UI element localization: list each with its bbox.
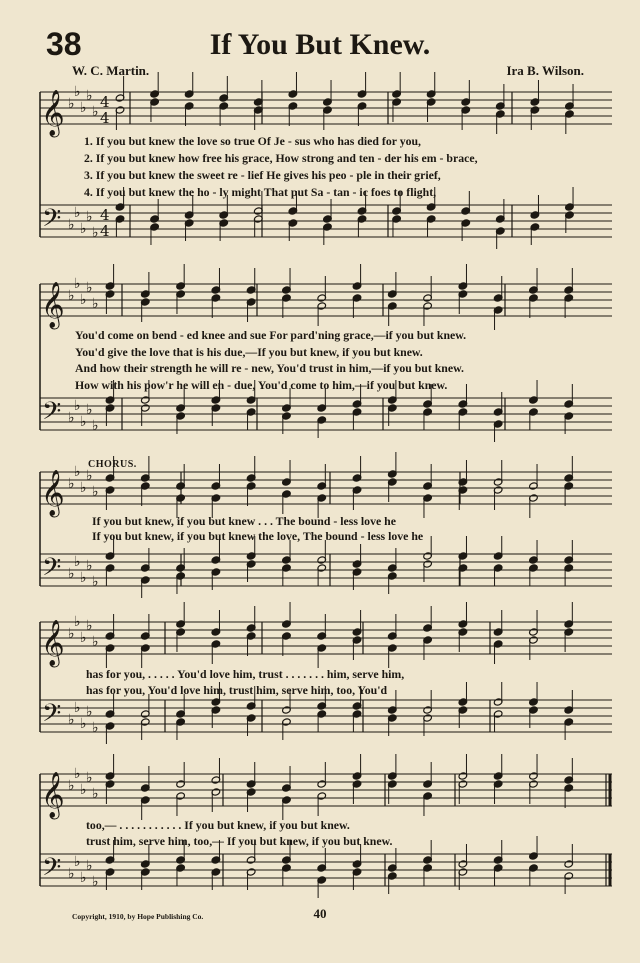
key-signature-flat: ♭ [92, 634, 99, 650]
verse-3-line-1: 3. If you but knew the sweet re - lief He gives his peo - ple in their grief, [84, 168, 441, 182]
page-number: 40 [313, 906, 327, 921]
verse-4-line-1: 4. If you but knew the ho - ly might That put Sa - tan - ic foes to flight, [84, 185, 437, 199]
key-signature-flat: ♭ [74, 700, 81, 716]
key-signature-flat: ♭ [92, 484, 99, 500]
key-signature-flat: ♭ [86, 704, 93, 720]
key-signature-flat: ♭ [68, 712, 75, 728]
key-signature-flat: ♭ [68, 566, 75, 582]
hymn-title: If You But Knew. [209, 28, 431, 61]
key-signature-flat: ♭ [92, 225, 99, 241]
key-signature-flat: ♭ [74, 398, 81, 414]
copyright-notice: Copyright, 1910, by Hope Publishing Co. [72, 912, 204, 921]
key-signature-flat: ♭ [92, 720, 99, 736]
verse-1-line-1: 1. If you but knew the love so true Of Je - sus who has died for you, [84, 134, 422, 148]
treble-clef: 𝄞 [41, 772, 65, 818]
key-signature-flat: ♭ [74, 276, 81, 292]
key-signature-flat: ♭ [86, 402, 93, 418]
key-signature-flat: ♭ [68, 96, 75, 112]
time-signature-top: 4 [100, 206, 110, 224]
key-signature-flat: ♭ [74, 554, 81, 570]
composer-credit: W. C. Martin. [72, 63, 150, 78]
bass-clef: 𝄢 [42, 397, 62, 432]
key-signature-flat: ♭ [74, 205, 81, 221]
verse-3-line-2: And how their strength he will re - new, You'd trust in him,—if you but knew. [75, 361, 464, 375]
chorus-line-3-soprano: too,— . . . . . . . . . . . If you but knew, if you but knew. [86, 818, 350, 832]
key-signature-flat: ♭ [74, 614, 81, 630]
key-signature-flat: ♭ [86, 618, 93, 634]
time-signature-bottom: 4 [100, 222, 110, 240]
chorus-line-2-soprano: has for you, . . . . . You'd love him, trust . . . . . . . him, serve him, [86, 667, 405, 681]
key-signature-flat: ♭ [86, 209, 93, 225]
key-signature-flat: ♭ [80, 870, 87, 886]
key-signature-flat: ♭ [86, 468, 93, 484]
key-signature-flat: ♭ [74, 464, 81, 480]
key-signature-flat: ♭ [92, 874, 99, 890]
treble-clef: 𝄞 [41, 282, 65, 328]
verse-2-line-1: 2. If you but knew how free his grace, How strong and ten - der his em - brace, [84, 151, 478, 165]
key-signature-flat: ♭ [68, 866, 75, 882]
key-signature-flat: ♭ [80, 630, 87, 646]
key-signature-flat: ♭ [68, 778, 75, 794]
key-signature-flat: ♭ [86, 858, 93, 874]
verse-2-line-2: You'd give the love that is his due,—If you but knew, if you but knew. [75, 345, 423, 359]
key-signature-flat: ♭ [92, 104, 99, 120]
verse-1-line-2: You'd come on bend - ed knee and sue For pard'ning grace,—if you but knew. [75, 328, 467, 342]
key-signature-flat: ♭ [68, 217, 75, 233]
key-signature-flat: ♭ [80, 782, 87, 798]
key-signature-flat: ♭ [92, 296, 99, 312]
key-signature-flat: ♭ [68, 476, 75, 492]
key-signature-flat: ♭ [80, 480, 87, 496]
bass-clef: 𝄢 [42, 204, 62, 239]
bass-clef: 𝄢 [42, 853, 62, 888]
key-signature-flat: ♭ [92, 574, 99, 590]
key-signature-flat: ♭ [92, 786, 99, 802]
author-credit: Ira B. Wilson. [506, 63, 584, 78]
chorus-line-2-bass: has for you, You'd love him, trust him, serve him, too, You'd [86, 683, 388, 697]
chorus-line-3-bass: trust him, serve him, too,— If you but knew, if you but knew. [86, 834, 393, 848]
bass-clef: 𝄢 [42, 553, 62, 588]
key-signature-flat: ♭ [86, 770, 93, 786]
key-signature-flat: ♭ [80, 100, 87, 116]
key-signature-flat: ♭ [86, 280, 93, 296]
key-signature-flat: ♭ [68, 410, 75, 426]
bass-clef: 𝄢 [42, 699, 62, 734]
key-signature-flat: ♭ [74, 84, 81, 100]
key-signature-flat: ♭ [86, 558, 93, 574]
key-signature-flat: ♭ [74, 854, 81, 870]
verse-4-line-2: How with his pow'r he will en - due, You'd come to him,—if you but knew. [75, 378, 448, 392]
chorus-label: CHORUS. [88, 459, 137, 470]
treble-clef: 𝄞 [41, 620, 65, 666]
key-signature-flat: ♭ [86, 88, 93, 104]
chorus-line-1-soprano: If you but knew, if you but knew . . . The bound - less love he [92, 514, 396, 528]
key-signature-flat: ♭ [80, 221, 87, 237]
key-signature-flat: ♭ [80, 570, 87, 586]
key-signature-flat: ♭ [68, 626, 75, 642]
treble-clef: 𝄞 [41, 470, 65, 516]
key-signature-flat: ♭ [80, 414, 87, 430]
treble-clef: 𝄞 [41, 90, 65, 136]
key-signature-flat: ♭ [80, 716, 87, 732]
chorus-line-1-bass: If you but knew, if you but knew the love, The bound - less love he [92, 529, 424, 543]
key-signature-flat: ♭ [74, 766, 81, 782]
key-signature-flat: ♭ [92, 418, 99, 434]
time-signature-bottom: 4 [100, 109, 110, 127]
key-signature-flat: ♭ [80, 292, 87, 308]
key-signature-flat: ♭ [68, 288, 75, 304]
hymn-number: 38 [46, 26, 82, 62]
time-signature-top: 4 [100, 93, 110, 111]
